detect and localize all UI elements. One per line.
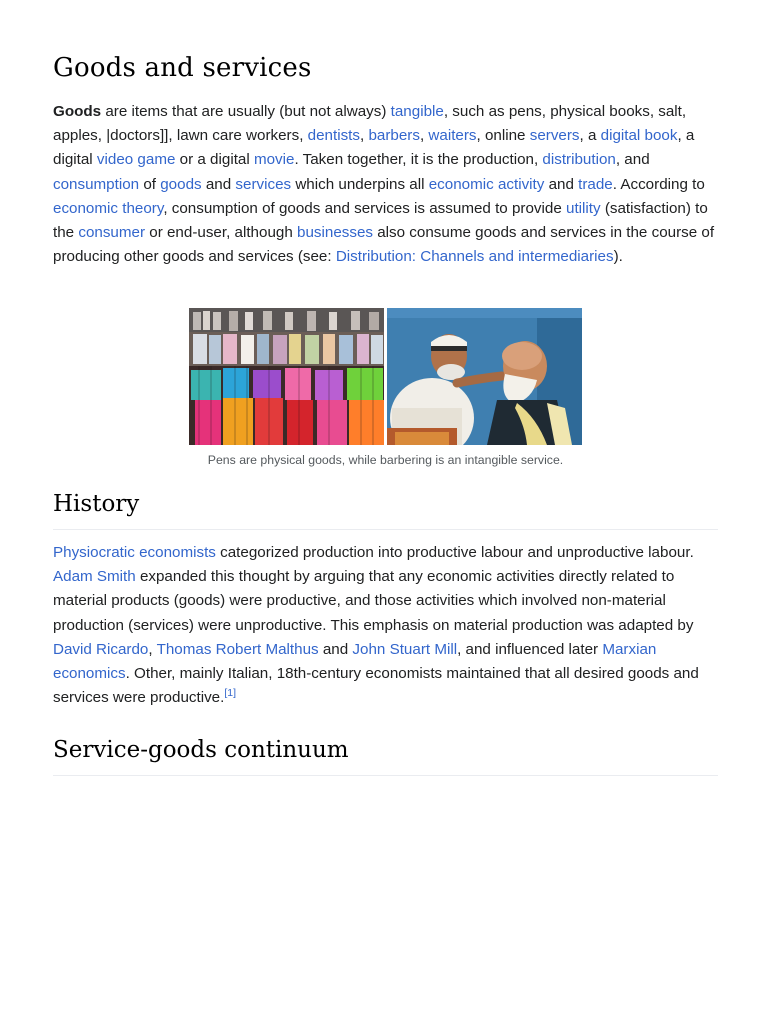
intro-text: and <box>201 175 236 193</box>
intro-text: , consumption of goods and services is assumed to provide <box>163 199 566 217</box>
barber-illustration <box>387 308 582 445</box>
intro-text: of <box>139 175 161 193</box>
link-consumer[interactable]: consumer <box>78 224 146 242</box>
link-businesses[interactable]: businesses <box>297 224 373 242</box>
intro-paragraph <box>53 100 718 269</box>
continuum-heading-section <box>53 734 718 776</box>
link-movie[interactable]: movie <box>253 151 295 169</box>
link-david-ricardo[interactable]: David Ricardo <box>53 640 149 658</box>
intro-text: ). <box>613 248 623 266</box>
link-distribution[interactable]: distribution <box>542 151 616 169</box>
intro-text: and <box>544 175 579 193</box>
history-text: expanded this thought by arguing that any economic activities directly related to material products (goods) were productive, and those activities which involved non-material production (services) were unproductive. This emphasis on material production was adapted by <box>53 568 694 634</box>
intro-text: , and <box>615 151 650 169</box>
link-services[interactable]: services <box>235 175 292 193</box>
pens-illustration <box>189 308 384 445</box>
pens-image[interactable] <box>189 308 384 445</box>
continuum-heading: Service-goods continuum <box>53 737 349 763</box>
link-trade[interactable]: trade <box>578 175 613 193</box>
intro-text: . Taken together, it is the production, <box>294 151 543 169</box>
intro-text: are items that are usually (but not always) <box>101 103 391 120</box>
link-distribution-channels[interactable]: Distribution: Channels and intermediaries <box>335 248 614 266</box>
intro-text: (satisfaction) to the <box>53 199 708 242</box>
link-john-stuart-mill[interactable]: John Stuart Mill <box>352 640 458 658</box>
link-adam-smith[interactable]: Adam Smith <box>53 568 136 586</box>
link-economic-activity[interactable]: economic activity <box>428 175 545 193</box>
history-text: . Other, mainly Italian, 18th-century economists maintained that all desired goods and services were productive. <box>53 665 699 707</box>
page-title: Goods and services <box>53 53 312 83</box>
link-marxian-economics[interactable]: Marxian economics <box>53 640 657 683</box>
history-text: categorized production into productive labour and unproductive labour. <box>215 544 694 561</box>
intro-text: , a <box>579 127 601 145</box>
intro-text: or end-user, although <box>145 224 298 242</box>
figure-caption: Pens are physical goods, while barbering is an intangible service. <box>207 453 564 467</box>
intro-text: , a digital <box>53 127 695 169</box>
link-goods[interactable]: goods <box>160 175 202 193</box>
intro-text: or a digital <box>175 151 254 169</box>
intro-text: , such as pens, physical books, salt, apples, |doctors]], lawn care workers, <box>53 103 687 145</box>
history-text: , <box>148 640 157 658</box>
link-barbers[interactable]: barbers <box>368 127 420 145</box>
intro-text: , online <box>476 127 530 145</box>
goods-bold-term: Goods <box>53 103 102 120</box>
link-waiters[interactable]: waiters <box>428 127 477 145</box>
history-paragraph <box>53 541 718 710</box>
history-text: and <box>318 640 353 658</box>
history-text: , and influenced later <box>457 640 603 658</box>
history-heading: History <box>53 491 140 517</box>
link-tangible[interactable]: tangible <box>390 103 444 120</box>
link-physiocratic-economists[interactable]: Physiocratic economists <box>53 544 216 561</box>
intro-text: , <box>419 127 429 145</box>
intro-text: also consume goods and services in the course of producing other goods and services (see: <box>53 224 715 266</box>
link-utility[interactable]: utility <box>566 199 601 217</box>
link-thomas-robert-malthus[interactable]: Thomas Robert Malthus <box>156 640 319 658</box>
intro-text: . According to <box>612 175 705 193</box>
intro-text: , <box>360 127 369 145</box>
link-dentists[interactable]: dentists <box>307 127 360 145</box>
reference-link-1[interactable]: [1] <box>224 687 237 700</box>
link-consumption[interactable]: consumption <box>53 175 140 193</box>
history-heading-section <box>53 488 718 530</box>
link-video-game[interactable]: video game <box>96 151 176 169</box>
figure-pens-barber <box>189 308 582 445</box>
link-digital-book[interactable]: digital book <box>600 127 678 145</box>
intro-text: which underpins all <box>291 175 429 193</box>
barber-image[interactable] <box>387 308 582 445</box>
link-servers[interactable]: servers <box>529 127 580 145</box>
link-economic-theory[interactable]: economic theory <box>53 199 164 217</box>
